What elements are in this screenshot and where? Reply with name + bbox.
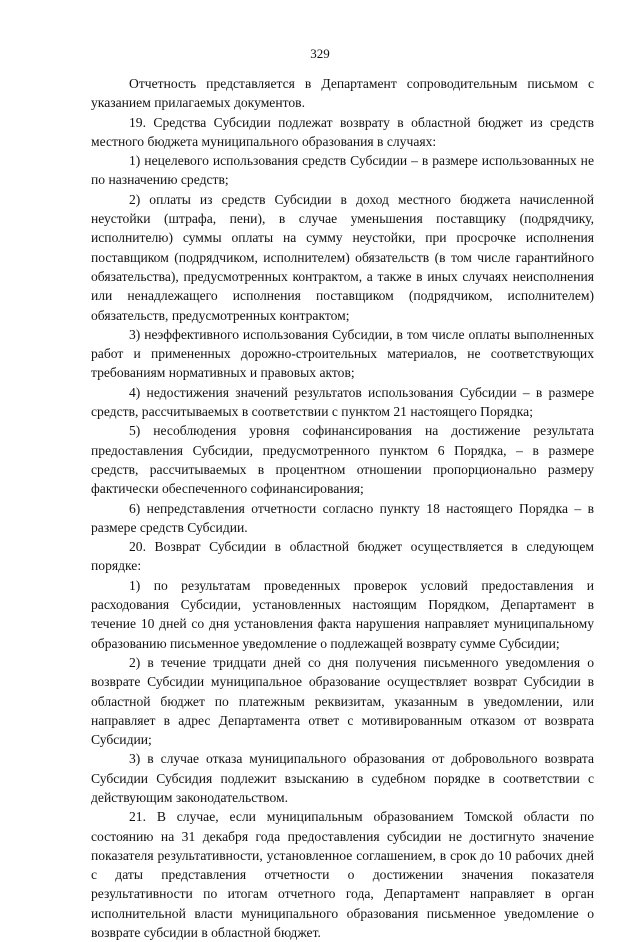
paragraph-20-item-3: 3) в случае отказа муниципального образования от добровольного возврата Субсидии Субсидия подлежит взысканию в судебном порядке в соответствии с действующим законодательством. (91, 751, 594, 805)
paragraph-19: 19. Средства Субсидии подлежат возврату в областной бюджет из средств местного бюджета муниципального образования в случаях: (91, 114, 594, 149)
paragraph-21: 21. В случае, если муниципальным образованием Томской области по состоянию на 31 декабря года предоставления субсидии не достигнуто значение показателя результативности, установленное соглашением, в срок до 10 рабочих дней с даты представления отчетности о достижении значения показателя результативности по итогам отчетного года, Департамент направляет в орган исполнительной власти муниципального образования письменное уведомление о возврате субсидии в областной бюджет. (91, 809, 594, 941)
document-body (91, 74, 594, 942)
paragraph-20-item-2: 2) в течение тридцати дней со дня получения письменного уведомления о возврате Субсидии муниципальное образование осуществляет возврат Субсидии в областной бюджет по платежным реквизитам, указанным в уведомлении, или направляет в адрес Департамента ответ с мотивированным отказом от возврата Субсидии; (91, 654, 594, 748)
paragraph-19-item-3: 3) неэффективного использования Субсидии, в том числе оплаты выполненных работ и примененных дорожно-строительных материалов, не соответствующих требованиям нормативных и правовых актов; (91, 326, 594, 381)
paragraph-report-submission: Отчетность представляется в Департамент сопроводительным письмом с указанием прилагаемых документов. (91, 76, 594, 111)
page-number: 329 (310, 46, 330, 61)
paragraph-19-item-4: 4) недостижения значений результатов использования Субсидии – в размере средств, рассчитываемых в соответствии с пунктом 21 настоящего Порядка; (91, 384, 594, 420)
paragraph-19-item-5: 5) несоблюдения уровня софинансирования на достижение результата предоставления Субсидии, предусмотренного пунктом 6 Порядка, – в размере средств, рассчитываемых в процентном отношении пропорционально размеру фактически обеспеченного софинансирования; (91, 423, 594, 497)
paragraph-20-item-1: 1) по результатам проведенных проверок условий предоставления и расходования Субсидии, установленных настоящим Порядком, Департамент в течение 10 дней со дня установления факта нарушения направляет муниципальному образованию письменное уведомление о подлежащей возврату сумме Субсидии; (91, 577, 594, 651)
paragraph-19-item-6: 6) непредставления отчетности согласно пункту 18 настоящего Порядка – в размере средств Субсидии. (91, 500, 594, 535)
paragraph-19-item-1: 1) нецелевого использования средств Субсидии – в размере использованных не по назначению средств; (91, 153, 594, 188)
paragraph-19-item-2: 2) оплаты из средств Субсидии в доход местного бюджета начисленной неустойки (штрафа, пени), в случае уменьшения поставщику (подрядчику, исполнителю) суммы оплаты на сумму неустойки, при просрочке исполнения поставщиком (подрядчиком, исполнителем) обязательств (в том числе гарантийного обязательства), предусмотренных контрактом, а также в иных случаях неисполнения или ненадлежащего исполнения поставщиком (подрядчиком, исполнителем) обязательств, предусмотренных контрактом; (91, 191, 594, 323)
paragraph-20: 20. Возврат Субсидии в областной бюджет осуществляется в следующем порядке: (91, 539, 594, 574)
